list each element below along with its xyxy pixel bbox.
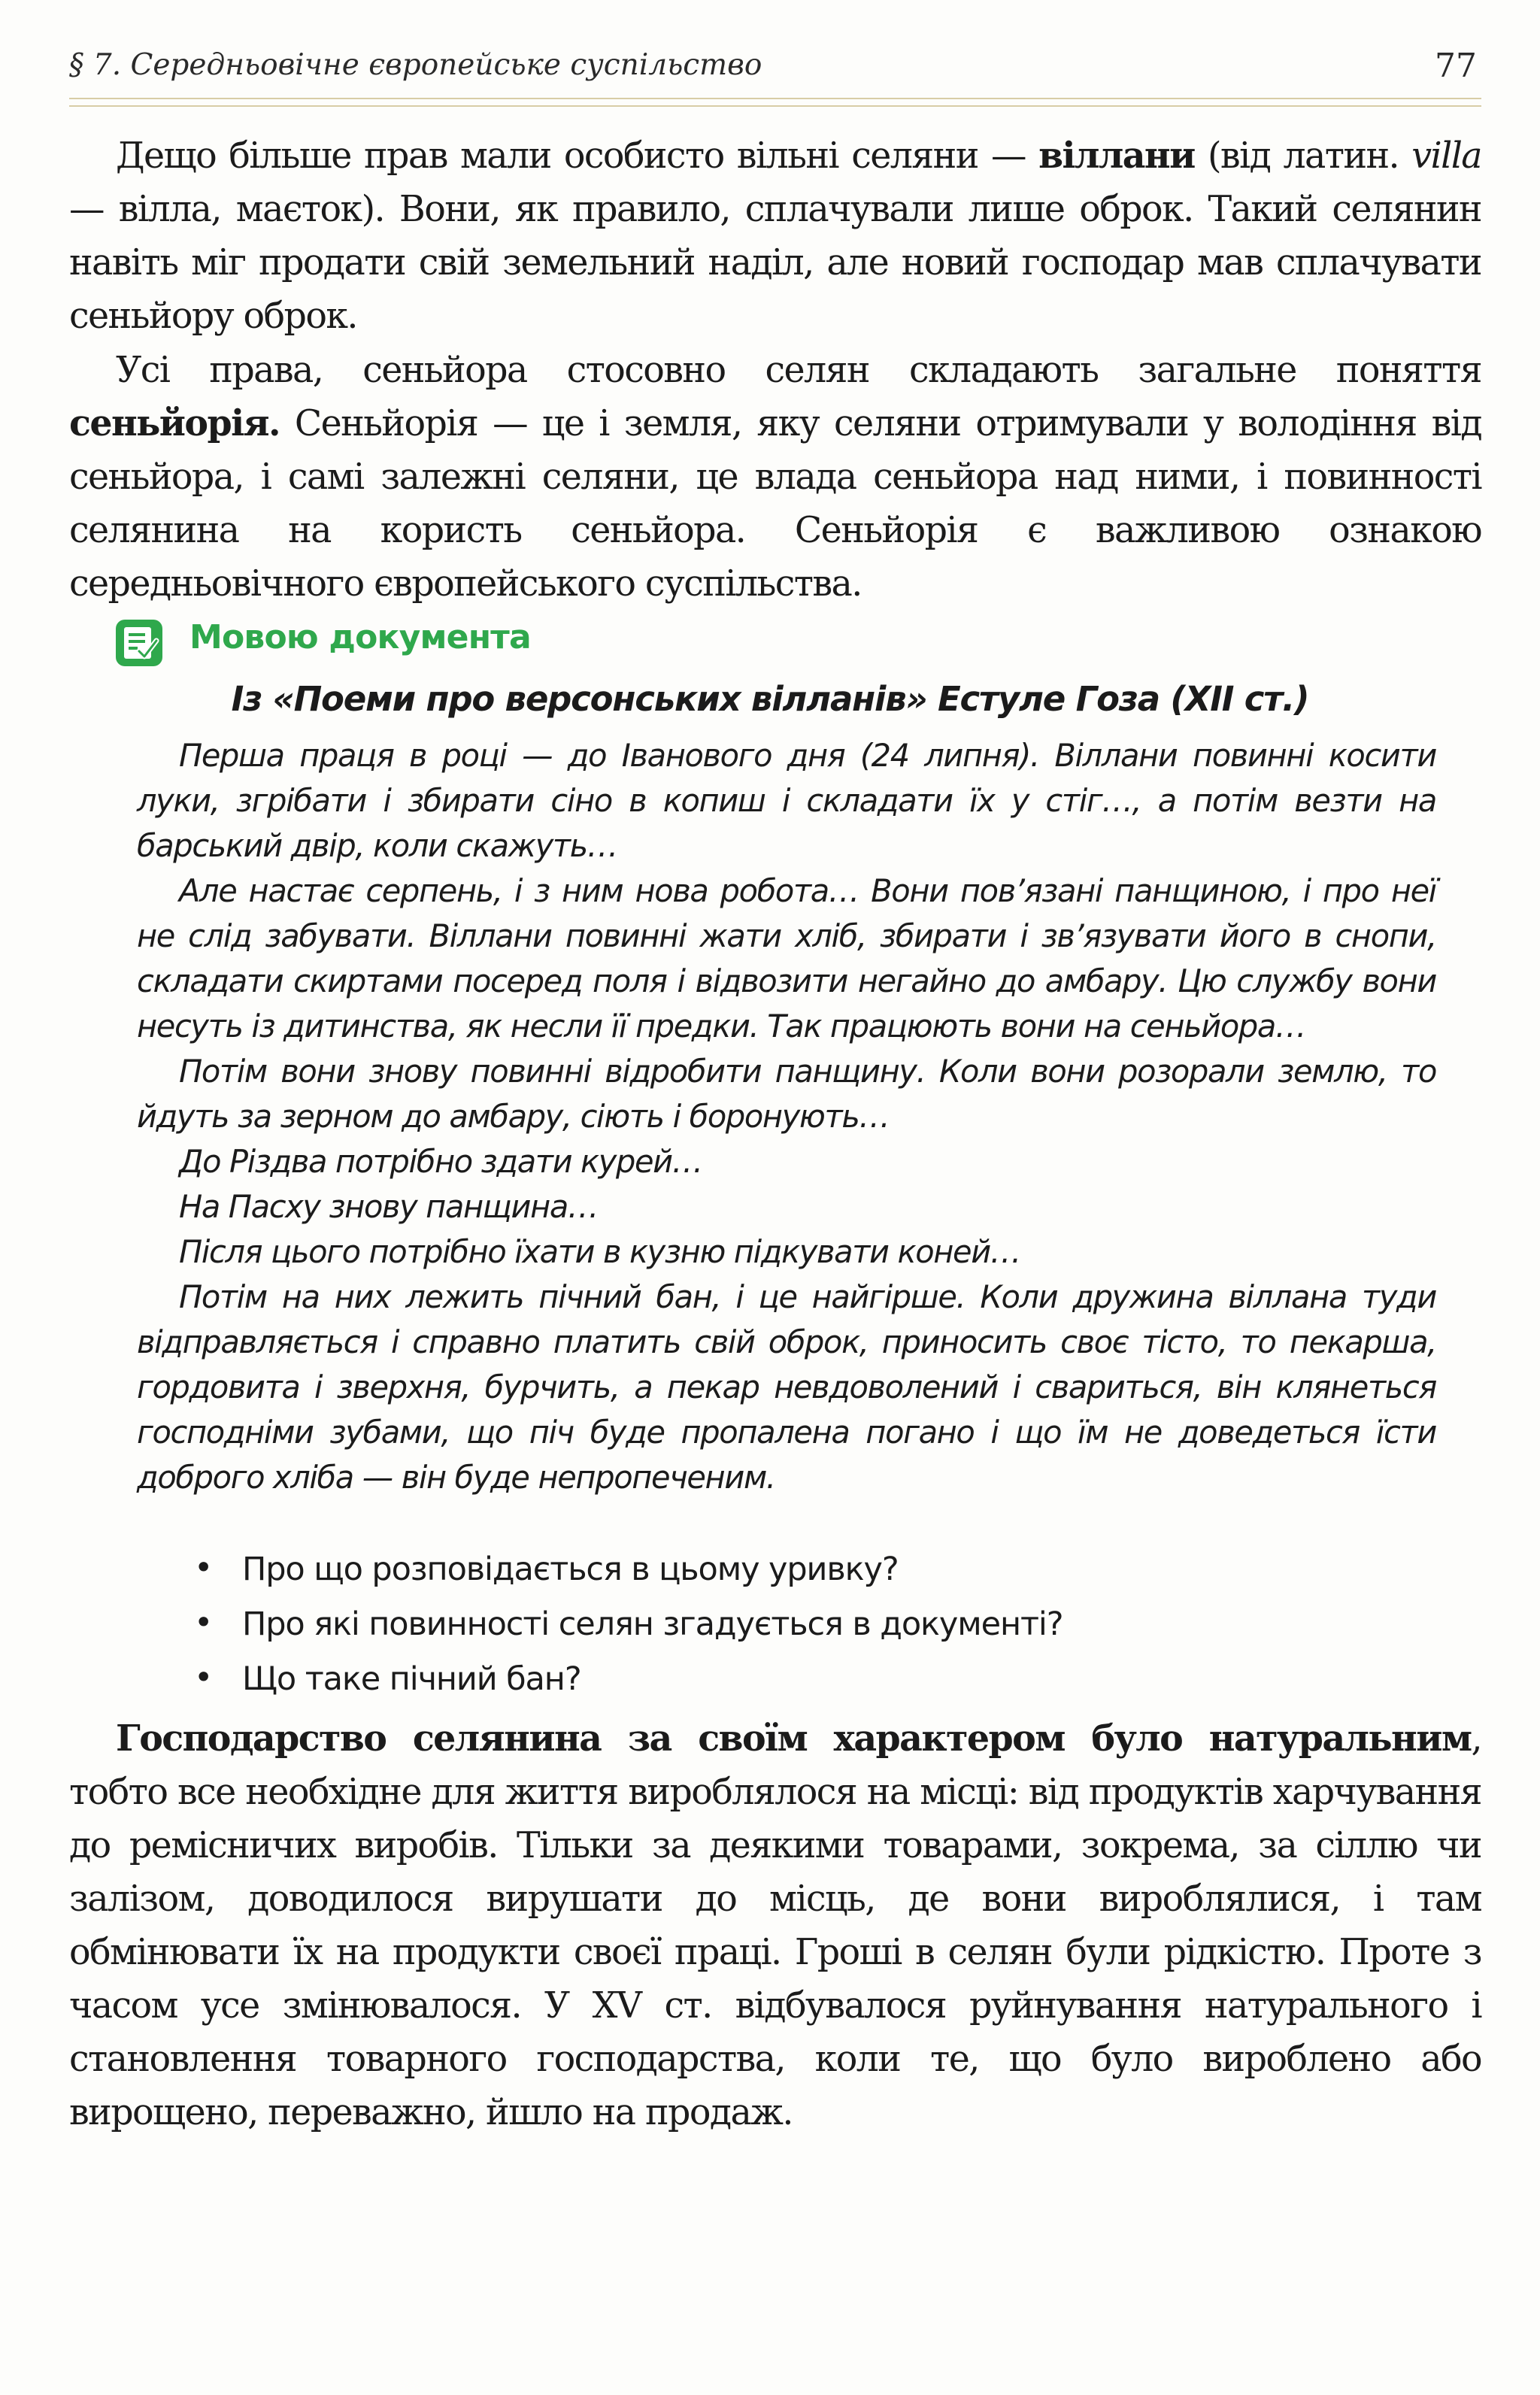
text-run: — вілла, маєток). Вони, як правило, сплачували лише оброк. Такий селянин навіть міг продати свій земельний наділ, але новий господар мав сплачувати сеньйору оброк.	[69, 189, 1481, 337]
term-seigneury: сеньйорія.	[69, 402, 280, 444]
header-divider	[69, 98, 1481, 107]
document-section-header	[114, 615, 1393, 675]
quote-paragraph: Перша праця в році — до Іванового дня (24 липня). Віллани повинні косити луки, згрібати і збирати сіно в копиш і складати їх у стіг…, а потім везти на барський двір, коли скажуть…	[137, 737, 1436, 864]
paragraph-seigneury	[69, 344, 1481, 611]
text-run: Дещо більше прав мали особисто вільні селяни —	[116, 135, 1039, 177]
quote-paragraph: Після цього потрібно їхати в кузню підкувати коней…	[179, 1233, 1021, 1270]
quote-paragraph: Але настає серпень, і з ним нова робота… Вони пов’язані панщиною, і про неї не слід забувати. Віллани повинні жати хліб, збирати і зв’язувати його в снопи, складати скиртами посеред поля і відвозити негайно до амбару. Цю службу вони несуть із дитинства, як несли її предки. Так працюють вони на сеньйора…	[137, 872, 1436, 1044]
quote-paragraph: До Різдва потрібно здати курей…	[179, 1143, 702, 1180]
text-run: (від латин.	[1194, 135, 1412, 177]
quote-paragraph: Потім вони знову повинні відробити панщину. Коли вони розорали землю, то йдуть за зерном до амбару, сіють і боронують…	[137, 1053, 1436, 1135]
bullet-icon: •	[194, 1549, 213, 1587]
question-text: Про які повинності селян згадується в документі?	[242, 1605, 1063, 1643]
chapter-title: § 7. Середньовічне європейське суспільство	[69, 48, 762, 82]
key-statement: Господарство селянина за своїм характером було натуральним	[116, 1717, 1472, 1760]
document-title: Із «Поеми про версонських вілланів» Естуле Гоза (XII ст.)	[231, 679, 1309, 719]
question-item	[194, 1660, 1397, 1715]
bullet-icon: •	[194, 1604, 213, 1642]
question-item	[194, 1551, 1397, 1605]
page-header	[69, 47, 1481, 92]
text-run: Усі права, сеньйора стосовно селян складають загальне поняття	[116, 350, 1481, 391]
question-text: Що таке пічний бан?	[242, 1660, 581, 1698]
latin-word: villa	[1411, 135, 1482, 177]
document-check-icon	[114, 618, 164, 668]
page-number: 77	[1435, 47, 1477, 85]
document-section-label: Мовою документа	[189, 618, 531, 656]
paragraph-villani	[69, 129, 1481, 343]
text-run: Сеньйорія — це і земля, яку селяни отримували у володіння від сеньйора, і самі залежні селяни, це влада сеньйора над ними, і повинності селянина на користь сеньйора. Сеньйорія є важливою ознакою середньовічного європейського суспільства.	[69, 403, 1481, 605]
question-item	[194, 1605, 1397, 1660]
text-run: , тобто все необхідне для життя вироблялося на місці: від продуктів харчування до ремісничих виробів. Тільки за деякими товарами, зокрема, за сіллю чи залізом, доводилося вирушати до місць, де вони вироблялися, і там обмінювати їх на продукти своєї праці. Гроші в селян були рідкістю. Проте з часом усе змінювалося. У XV ст. відбувалося руйнування натурального і становлення товарного господарства, коли те, що було вироблено або вирощено, переважно, йшло на продаж.	[69, 1718, 1481, 2133]
question-text: Про що розповідається в цьому уривку?	[242, 1551, 899, 1588]
quote-paragraph: Потім на них лежить пічний бан, і це найгірше. Коли дружина віллана туди відправляється і справно платить свій оброк, приносить своє тісто, то пекарша, гордовита і зверхня, бурчить, а пекар невдоволений і свариться, він клянеться господніми зубами, що піч буде пропалена погано і що їм не доведеться їсти доброго хліба — він буде непропеченим.	[137, 1278, 1436, 1496]
question-list	[194, 1551, 1397, 1715]
document-quote	[137, 733, 1436, 1500]
term-villani: віллани	[1038, 135, 1195, 177]
quote-paragraph: На Пасху знову панщина…	[179, 1188, 599, 1225]
bullet-icon: •	[194, 1659, 213, 1696]
paragraph-natural-economy	[69, 1712, 1481, 2139]
